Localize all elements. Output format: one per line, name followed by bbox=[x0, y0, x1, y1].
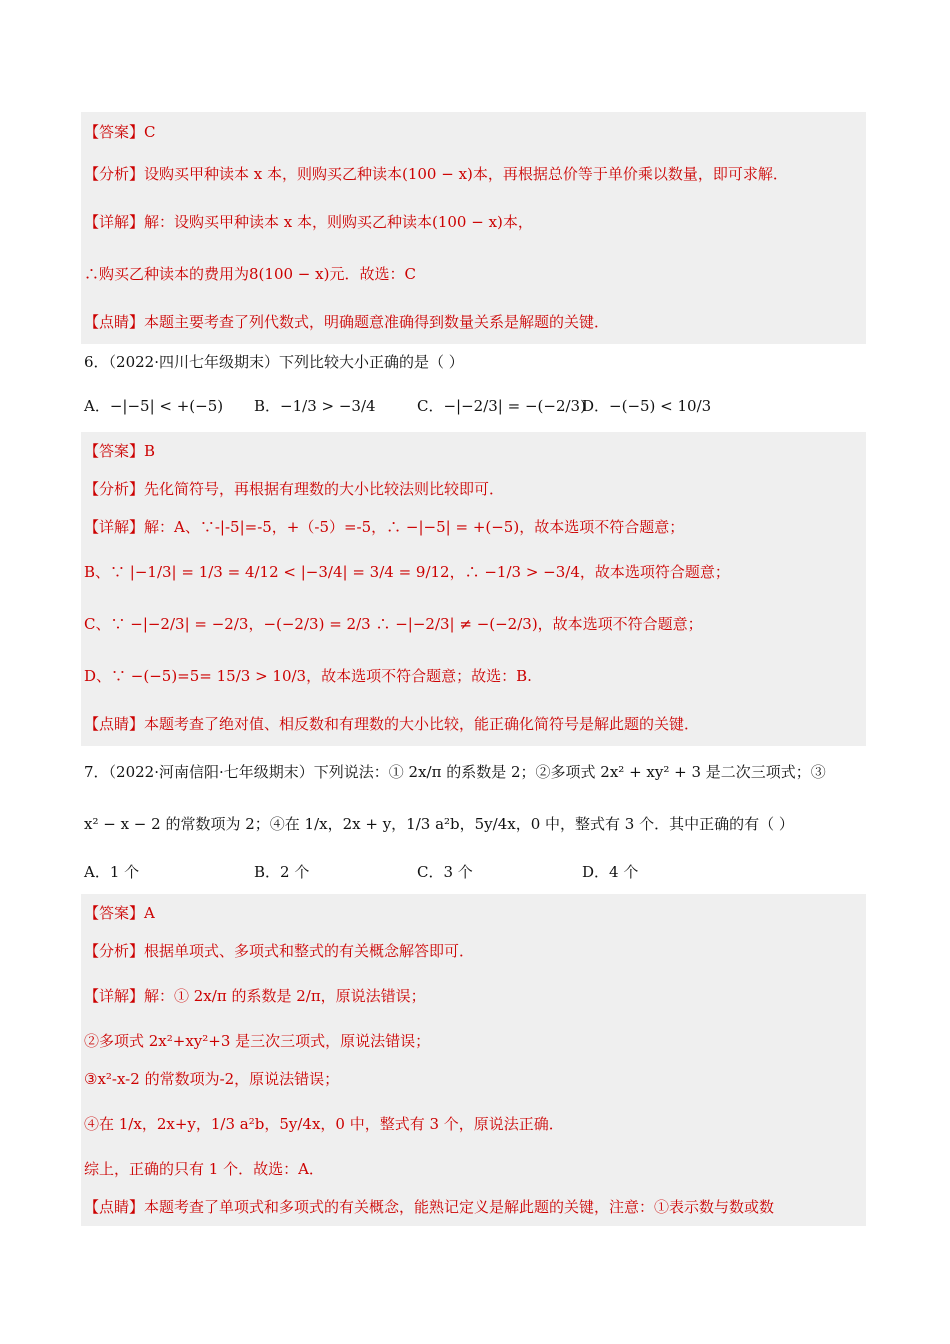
q6-detail-b: B、∵ |−1/3| = 1/3 = 4/12 < |−3/4| = 3/4 = 9/12，∴ −1/3 > −3/4，故本选项符合题意； bbox=[84, 563, 730, 581]
q7-detail-2: ②多项式 2x²+xy²+3 是三次三项式，原说法错误； bbox=[84, 1032, 431, 1050]
q6-detail-c: C、∵ −|−2/3| = −2/3，−(−2/3) = 2/3 ∴ −|−2/3| ≠ −(−2/3)，故本选项不符合题意； bbox=[84, 615, 703, 633]
q5-analysis: 【分析】设购买甲种读本 x 本，则购买乙种读本(100 − x)本，再根据总价等于单价乘以数量，即可求解． bbox=[84, 165, 788, 183]
q6-answer: 【答案】B bbox=[84, 442, 156, 460]
q7-options bbox=[84, 850, 866, 894]
q7-option-b: B．2 个 bbox=[254, 863, 310, 881]
q7-stem-line1: 7．（2022·河南信阳·七年级期末）下列说法：① 2x/π 的系数是 2；②多项式 2x² + xy² + 3 是二次三项式；③ bbox=[84, 763, 826, 781]
q7-option-a: A．1 个 bbox=[84, 863, 140, 881]
q7-solution-panel bbox=[81, 894, 866, 1226]
q7-comment: 【点睛】本题考查了单项式和多项式的有关概念，能熟记定义是解此题的关键，注意：①表示数与数或数 bbox=[84, 1198, 775, 1216]
q6-option-a: A．−|−5| < +(−5) bbox=[84, 397, 224, 415]
q5-answer: 【答案】C bbox=[84, 123, 156, 141]
q7-analysis: 【分析】根据单项式、多项式和整式的有关概念解答即可． bbox=[84, 942, 475, 960]
q7-answer: 【答案】A bbox=[84, 904, 155, 922]
q7-detail-3: ③x²-x-2 的常数项为-2，原说法错误； bbox=[84, 1070, 340, 1088]
q6-option-b: B．−1/3 > −3/4 bbox=[254, 397, 376, 415]
q6-option-d: D．−(−5) < 10/3 bbox=[582, 397, 712, 415]
q6-solution-panel bbox=[81, 432, 866, 746]
q6-comment: 【点睛】本题考查了绝对值、相反数和有理数的大小比较，能正确化简符号是解此题的关键． bbox=[84, 715, 700, 733]
q6-stem: 6．（2022·四川七年级期末）下列比较大小正确的是（ ） bbox=[84, 353, 464, 371]
q5-solution-panel bbox=[81, 112, 866, 344]
q6-option-c: C．−|−2/3| = −(−2/3) bbox=[417, 397, 586, 415]
q6-detail-a: 【详解】解：A、∵-|-5|=-5，+（-5）=-5，∴ −|−5| = +(−5)，故本选项不符合题意； bbox=[84, 518, 685, 536]
q7-detail-5: 综上，正确的只有 1 个．故选：A． bbox=[84, 1160, 324, 1178]
q5-detail-line1: 【详解】解：设购买甲种读本 x 本，则购买乙种读本(100 − x)本， bbox=[84, 213, 533, 231]
q7-stem-line2: x² − x − 2 的常数项为 2；④在 1/x，2x + y，1/3 a²b，5y/4x，0 中，整式有 3 个．其中正确的有（ ） bbox=[84, 815, 794, 833]
q7-detail-4: ④在 1/x，2x+y，1/3 a²b，5y/4x，0 中，整式有 3 个，原说法正确． bbox=[84, 1115, 564, 1133]
q6-options bbox=[84, 380, 866, 432]
q5-comment: 【点睛】本题主要考查了列代数式，明确题意准确得到数量关系是解题的关键． bbox=[84, 313, 610, 331]
q7-option-d: D．4 个 bbox=[582, 863, 639, 881]
q7-option-c: C．3 个 bbox=[417, 863, 473, 881]
q7-detail-1: 【详解】解：① 2x/π 的系数是 2/π，原说法错误； bbox=[84, 987, 426, 1005]
document-page bbox=[84, 112, 866, 1226]
q6-detail-d: D、∵ −(−5)=5= 15/3 > 10/3，故本选项不符合题意；故选：B. bbox=[84, 667, 532, 685]
q5-detail-line2: ∴购买乙种读本的费用为8(100 − x)元．故选：C bbox=[84, 265, 416, 283]
q6-analysis: 【分析】先化简符号，再根据有理数的大小比较法则比较即可． bbox=[84, 480, 505, 498]
